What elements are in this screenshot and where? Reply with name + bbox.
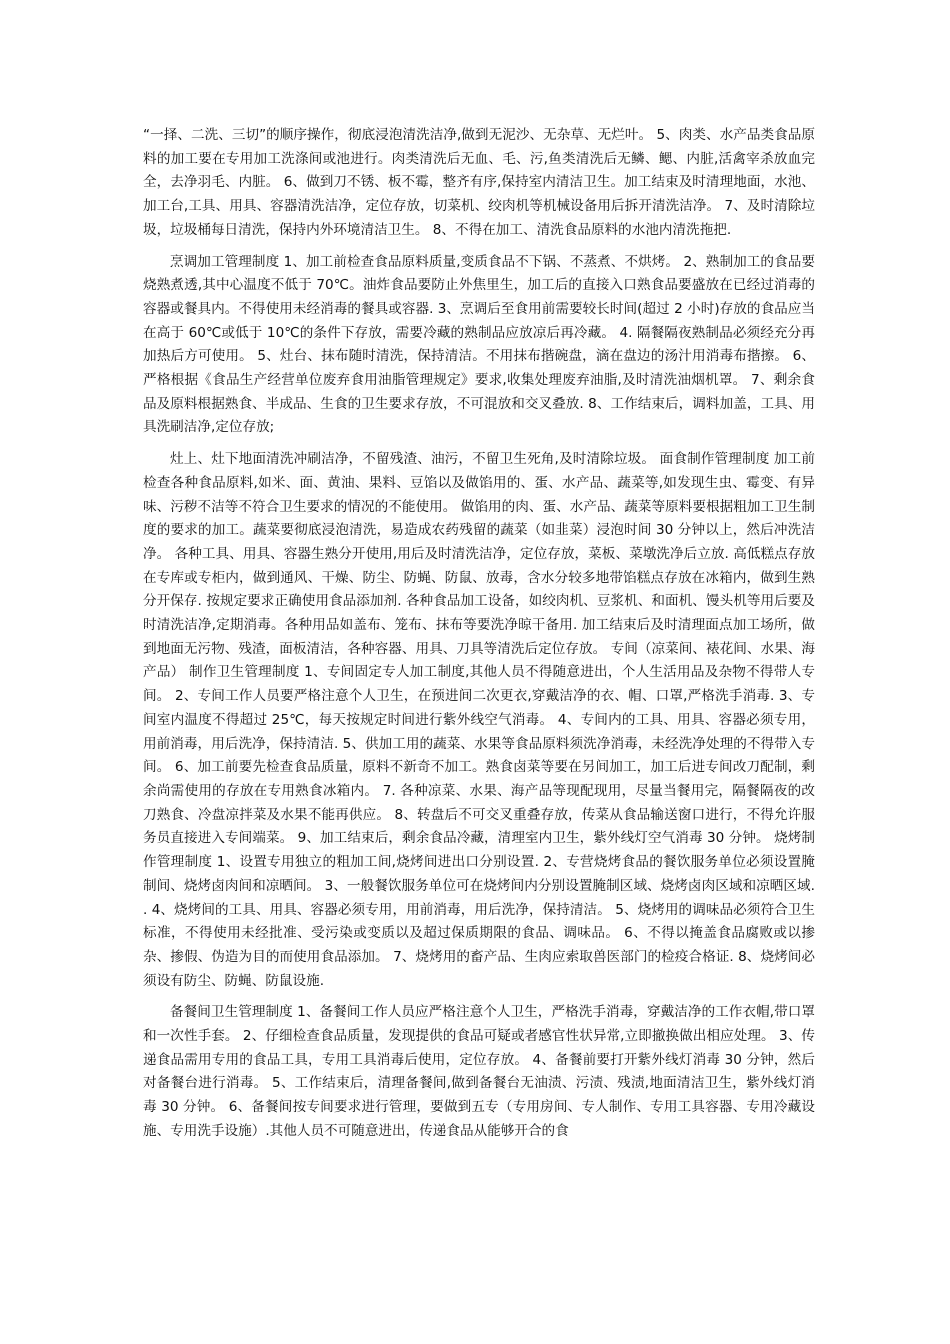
paragraph-meal-preparation-room: 备餐间卫生管理制度 1、备餐间工作人员应严格注意个人卫生，严格洗手消毒，穿戴洁净的工作衣帽,带口罩和一次性手套。 2、仔细检查食品质量，发现提供的食品可疑或者感官性状异常,立即撤换做出相应处理。 3、传递食品需用专用的食品工具，专用工具消毒后使用，定位存放。 4、备餐前要打开紫外线灯消毒 30 分钟，然后对备餐台进行消毒。 5、工作结束后，清理备餐间,做到备餐台无油渍、污渍、残渍,地面清洁卫生，紫外线灯消毒 30 分钟。 6、备餐间按专间要求进行管理，要做到五专（专用房间、专人制作、专用工具容器、专用冷藏设施、专用洗手设施）.其他人员不可随意进出，传递食品从能够开合的食 [143,1004,815,1139]
paragraph-pastry-and-special-rooms: 灶上、灶下地面清洗冲刷洁净，不留残渣、油污，不留卫生死角,及时清除垃圾。 面食制作管理制度 加工前检查各种食品原料,如米、面、黄油、果料、豆馅以及做馅用的、蛋、水产品、蔬菜等,如发现生虫、霉变、有异味、污秽不洁等不符合卫生要求的情况的不能使用。 做馅用的肉、蛋、水产品、蔬菜等原料要根据粗加工卫生制度的要求的加工。蔬菜要彻底浸泡清洗，易造成农药残留的蔬菜（如韭菜）浸泡时间 30 分钟以上，然后冲洗洁净。 各种工具、用具、容器生熟分开使用,用后及时清洗洁净，定位存放，菜板、菜墩洗净后立放. 高低糕点存放在专库或专柜内，做到通风、干燥、防尘、防蝇、防鼠、放毒，含水分较多地带馅糕点存放在冰箱内，做到生熟分开保存. 按规定要求正确使用食品添加剂. 各种食品加工设备，如绞肉机、豆浆机、和面机、馒头机等用后要及时清洗洁净,定期消毒。各种用品如盖布、笼布、抹布等要洗净晾干备用. 加工结束后及时清理面点加工场所，做到地面无污物、残渣，面板清洁，各种容器、用具、刀具等清洗后定位存放。 专间（凉菜间、裱花间、水果、海产品） 制作卫生管理制度 1、专间固定专人加工制度,其他人员不得随意进出，个人生活用品及杂物不得带人专间。 2、专间工作人员要严格注意个人卫生，在预进间二次更衣,穿戴洁净的衣、帽、口罩,严格洗手消毒. 3、专间室内温度不得超过 25℃，每天按规定时间进行紫外线空气消毒。 4、专间内的工具、用具、容器必须专用，用前消毒，用后洗净，保持清洁. 5、供加工用的蔬菜、水果等食品原料须洗净消毒，未经洗净处理的不得带入专间。 6、加工前要先检查食品质量，原料不新奇不加工。熟食卤菜等要在另间加工，加工后进专间改刀配制，剩余尚需使用的存放在专用熟食冰箱内。 7. 各种凉菜、水果、海产品等现配现用，尽量当餐用完，隔餐隔夜的改刀熟食、冷盘凉拌菜及水果不能再供应。 8、转盘后不可交叉重叠存放，传菜从食品输送窗口进行，不得允许服务员直接进入专间端菜。 9、加工结束后，剩余食品冷藏，清理室内卫生，紫外线灯空气消毒 30 分钟。 烧烤制作管理制度 1、设置专用独立的粗加工间,烧烤间进出口分别设置. 2、专营烧烤食品的餐饮服务单位必须设置腌制间、烧烤卤肉间和凉晒间。 3、一般餐饮服务单位可在烧烤间内分别设置腌制区域、烧烤卤肉区域和凉晒区域. . 4、烧烤间的工具、用具、容器必须专用，用前消毒，用后洗净，保持清洁。 5、烧烤用的调味品必须符合卫生标准，不得使用未经批准、受污染或变质以及超过保质期限的食品、调味品。 6、不得以掩盖食品腐败或以掺杂、掺假、伪造为目的而使用食品添加。 7、烧烤用的畜产品、生肉应索取兽医部门的检疫合格证. 8、烧烤间必须设有防尘、防蝇、防鼠设施. [143,451,815,989]
document-body [143,124,815,1152]
paragraph-cooking-management: 烹调加工管理制度 1、加工前检查食品原料质量,变质食品不下锅、不蒸煮、不烘烤。 2、熟制加工的食品要烧熟煮透,其中心温度不低于 70℃。油炸食品要防止外焦里生，加工后的直接入口熟食品要盛放在已经过消毒的容器或餐具内。不得使用未经消毒的餐具或容器. 3、烹调后至食用前需要较长时间(超过 2 小时)存放的食品应当在高于 60℃或低于 10℃的条件下存放，需要冷藏的熟制品应放凉后再冷藏。 4. 隔餐隔夜熟制品必须经充分再加热后方可使用。 5、灶台、抹布随时清洗，保持清洁。不用抹布揩碗盘，滴在盘边的汤汁用消毒布揩擦。 6、严格根据《食品生产经营单位废弃食用油脂管理规定》要求,收集处理废弃油脂,及时清洗油烟机罩。 7、剩余食品及原料根据熟食、半成品、生食的卫生要求存放，不可混放和交叉叠放. 8、工作结束后，调料加盖，工具、用具洗刷洁净,定位存放; [143,253,815,436]
paragraph-raw-material-processing: “一择、二洗、三切”的顺序操作，彻底浸泡清洗洁净,做到无泥沙、无杂草、无烂叶。 5、肉类、水产品类食品原料的加工要在专用加工洗涤间或池进行。肉类清洗后无血、毛、污,鱼类清洗后无鳞、鳃、内脏,活禽宰杀放血完全，去净羽毛、内脏。 6、做到刀不锈、板不霉，整齐有序,保持室内清洁卫生。加工结束及时清理地面，水池、加工台,工具、用具、容器清洗洁净，定位存放，切菜机、绞肉机等机械设备用后拆开清洗洁净。 7、及时清除垃圾，垃圾桶每日清洗，保持内外环境清洁卫生。 8、不得在加工、清洗食品原料的水池内清洗拖把. [143,127,815,238]
